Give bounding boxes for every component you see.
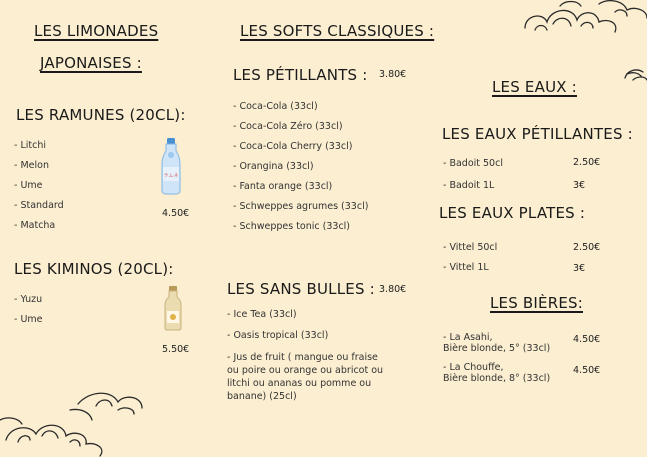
chouffe-desc: Bière blonde, 8° (33cl) [443,373,551,384]
list-item: - Yuzu [14,294,43,305]
list-item: - Matcha [14,220,56,231]
chouffe-price: 4.50€ [573,365,601,376]
petillants-title: LES PÉTILLANTS : [233,66,368,84]
list-item: - Ume [14,314,43,325]
vittel-1l-price: 3€ [573,263,586,274]
kiminos-title: LES KIMINOS (20CL): [14,260,174,278]
chouffe-item [443,362,550,384]
asahi-name: - La Asahi, [443,332,493,343]
vittel-1l-item: - Vittel 1L [443,262,489,273]
ramune-bottle-icon [160,137,182,195]
jus-de-fruit-item: - Jus de fruit ( mangue ou fraise ou poire ou orange ou abricot ou litchi ou ananas ou pomme ou banane) (25cl) [227,352,384,402]
ramunes-price: 4.50€ [162,208,190,219]
svg-text:ラムネ: ラムネ [163,173,179,179]
list-item: - Coca-Cola Cherry (33cl) [233,141,353,152]
cloud-bottom-left-icon [0,380,150,457]
list-item: - Melon [14,160,49,171]
asahi-price: 4.50€ [573,334,601,345]
eaux-title: LES EAUX : [492,78,577,96]
list-item: - Fanta orange (33cl) [233,181,333,192]
list-item: - Oasis tropical (33cl) [227,330,329,341]
badoit-1l-price: 3€ [573,180,586,191]
list-item: - Coca-Cola Zéro (33cl) [233,121,343,132]
petillants-price: 3.80€ [379,69,407,80]
sans-bulles-price: 3.80€ [379,284,407,295]
eaux-petillantes-title: LES EAUX PÉTILLANTES : [442,125,633,143]
list-item: - Schweppes tonic (33cl) [233,221,351,232]
kimino-bottle-icon [163,285,183,331]
kiminos-price: 5.50€ [162,344,190,355]
badoit-1l-item: - Badoit 1L [443,180,495,191]
sans-bulles-title: LES SANS BULLES : [227,280,375,298]
ramunes-list [14,140,64,232]
list-item: - Ume [14,180,43,191]
asahi-item [443,332,550,354]
list-item: - Orangina (33cl) [233,161,314,172]
kiminos-list [14,294,43,326]
cloud-top-right-icon [515,0,647,82]
ramunes-title: LES RAMUNES (20CL): [16,106,186,124]
list-item: - Schweppes agrumes (33cl) [233,201,369,212]
eaux-plates-title: LES EAUX PLATES : [439,204,586,222]
list-item: - Standard [14,200,64,211]
petillants-list [233,101,368,233]
asahi-desc: Bière blonde, 5° (33cl) [443,343,551,354]
list-item: - Litchi [14,140,46,151]
limonades-title-line2: JAPONAISES : [40,54,142,72]
vittel-50cl-price: 2.50€ [573,242,601,253]
chouffe-name: - La Chouffe, [443,362,504,373]
badoit-50cl-item: - Badoit 50cl [443,158,503,169]
badoit-50cl-price: 2.50€ [573,157,601,168]
softs-title: LES SOFTS CLASSIQUES : [240,22,435,40]
vittel-50cl-item: - Vittel 50cl [443,242,498,253]
sans-bulles-list [227,309,328,342]
limonades-title-line1: LES LIMONADES [34,22,159,40]
bieres-title: LES BIÈRES: [490,294,583,312]
list-item: - Coca-Cola (33cl) [233,101,318,112]
list-item: - Ice Tea (33cl) [227,309,297,320]
